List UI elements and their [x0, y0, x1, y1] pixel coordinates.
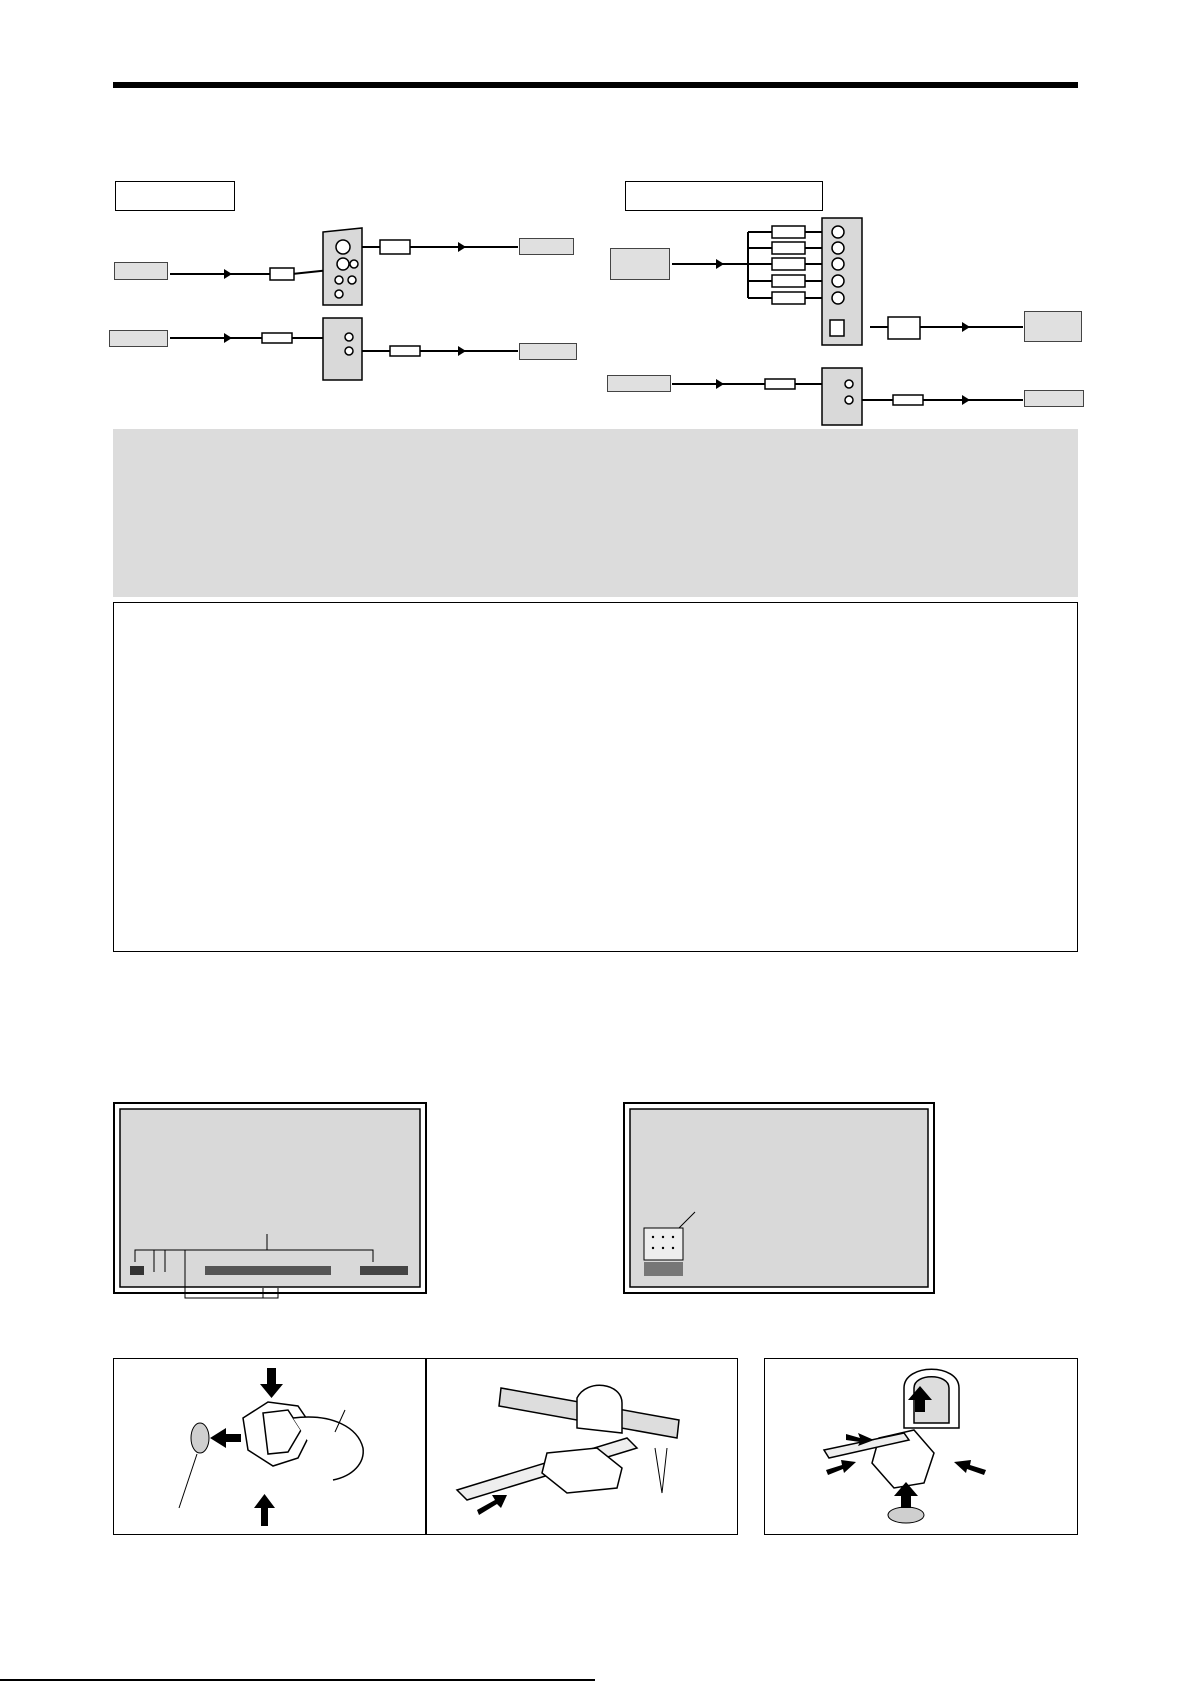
bnc-connector-icon	[772, 242, 805, 254]
arrow-icon	[254, 1494, 275, 1526]
clamp-release-figure	[764, 1358, 1076, 1535]
arrow-icon	[260, 1368, 283, 1398]
notes-shaded-block	[113, 429, 1078, 597]
rear-panel-slice	[822, 368, 862, 425]
arrow-icon	[962, 322, 970, 332]
arrow-icon	[954, 1460, 986, 1475]
arrow-icon	[826, 1460, 856, 1475]
ventilation-strip	[644, 1262, 683, 1276]
bnc-connector-icon	[772, 226, 805, 238]
stereo-mini-plug-icon	[893, 395, 923, 405]
bnc-connector-icon	[772, 258, 805, 270]
clamp-icon	[577, 1385, 622, 1433]
arrow-icon	[716, 379, 724, 389]
bottom-rule	[0, 1679, 595, 1681]
clamp-attach-figure	[113, 1358, 425, 1535]
bnc-connector-icon	[772, 292, 805, 304]
bnc-connector-icon	[772, 275, 805, 287]
arrow-icon	[210, 1428, 241, 1448]
ventilation-strip	[360, 1266, 408, 1275]
arrow-icon	[962, 395, 970, 405]
info-framed-block	[113, 602, 1078, 952]
right-connection-diagram	[0, 0, 1191, 430]
clamp-cable-figure	[427, 1358, 737, 1535]
monitor-figure-left	[113, 1102, 427, 1296]
ventilation-strip	[205, 1266, 331, 1275]
d-sub-connector-icon	[888, 317, 920, 339]
arrow-icon	[477, 1495, 507, 1515]
clamp-icon	[243, 1402, 363, 1480]
stereo-mini-plug-icon	[765, 379, 795, 389]
monitor-figure-right	[623, 1102, 935, 1296]
arrow-icon	[716, 259, 724, 269]
control-panel-mark	[130, 1266, 144, 1275]
